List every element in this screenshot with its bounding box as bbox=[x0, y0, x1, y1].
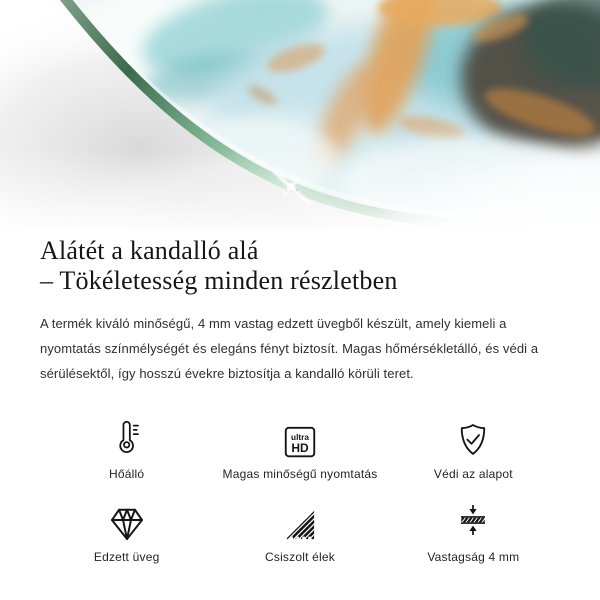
shield-check-icon bbox=[455, 410, 491, 460]
feature-label: Hőálló bbox=[109, 467, 145, 481]
feature-label: Magas minőségű nyomtatás bbox=[222, 467, 378, 481]
svg-text:ultra: ultra bbox=[291, 432, 309, 442]
feature-thickness bbox=[387, 493, 560, 564]
hero-image bbox=[0, 0, 600, 230]
feature-protects-base bbox=[387, 410, 560, 481]
features-grid bbox=[40, 410, 560, 564]
feature-label: Edzett üveg bbox=[93, 550, 160, 564]
feature-label: Védi az alapot bbox=[433, 467, 513, 481]
feature-print-quality bbox=[213, 410, 386, 481]
page-title bbox=[40, 236, 560, 296]
title-line-1: Alátét a kandalló alá bbox=[40, 236, 259, 265]
feature-heat-resistant bbox=[40, 410, 213, 481]
feature-polished-edges bbox=[213, 493, 386, 564]
diamond-icon bbox=[107, 493, 147, 543]
polished-edge-icon bbox=[282, 493, 318, 543]
feature-tempered-glass bbox=[40, 493, 213, 564]
thermometer-icon bbox=[110, 410, 144, 460]
svg-text:HD: HD bbox=[291, 440, 309, 455]
title-line-2: – Tökéletesség minden részletben bbox=[40, 266, 398, 295]
product-info-section bbox=[0, 230, 600, 564]
thickness-icon bbox=[457, 493, 489, 543]
product-description: A termék kiváló minőségű, 4 mm vastag edzett üvegből készült, amely kiemeli a nyomtatás színmélységét és elegáns fényt biztosít. Magas hőmérsékletálló, és védi a sérülésektől, így hosszú évekre biztosítja a kandalló körüli teret. bbox=[40, 316, 539, 381]
feature-label: Vastagság 4 mm bbox=[427, 550, 520, 564]
ultra-hd-icon bbox=[282, 410, 318, 460]
feature-label: Csiszolt élek bbox=[265, 550, 335, 564]
glass-disc-photo bbox=[0, 0, 600, 230]
